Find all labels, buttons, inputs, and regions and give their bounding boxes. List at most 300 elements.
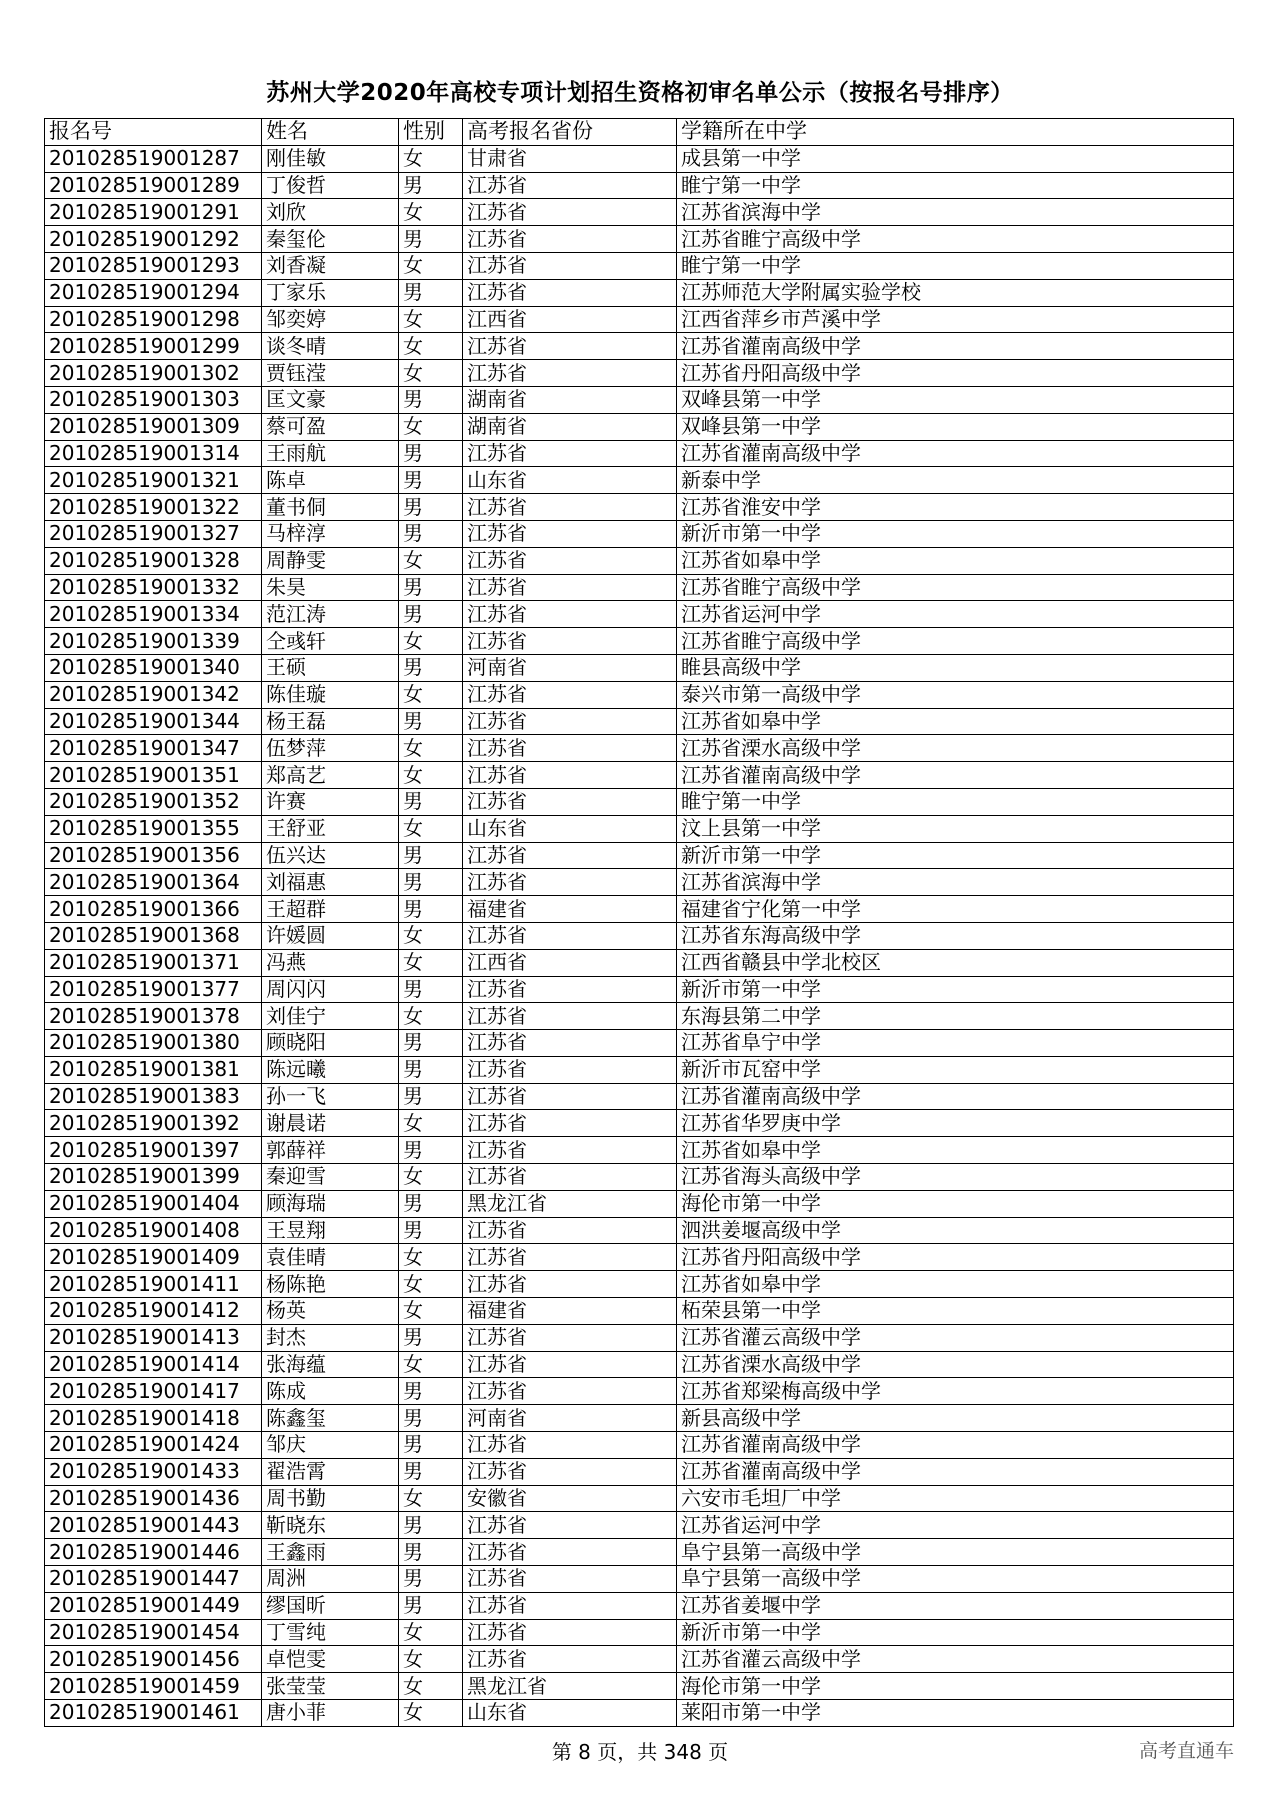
table-row xyxy=(45,1566,1234,1593)
cell-school: 江苏省如皋中学 xyxy=(677,547,1234,574)
table-row xyxy=(45,386,1234,413)
cell-gender: 女 xyxy=(399,628,463,655)
cell-registration-no: 201028519001454 xyxy=(45,1619,262,1646)
cell-gender: 男 xyxy=(399,279,463,306)
cell-gender: 男 xyxy=(399,976,463,1003)
table-row xyxy=(45,815,1234,842)
cell-province: 江苏省 xyxy=(463,976,677,1003)
cell-school: 江苏省睢宁高级中学 xyxy=(677,628,1234,655)
cell-name: 王昱翔 xyxy=(262,1217,399,1244)
table-row xyxy=(45,1030,1234,1057)
cell-province: 江苏省 xyxy=(463,1056,677,1083)
cell-registration-no: 201028519001309 xyxy=(45,413,262,440)
cell-school: 新县高级中学 xyxy=(677,1405,1234,1432)
cell-name: 郭薛祥 xyxy=(262,1137,399,1164)
cell-province: 江苏省 xyxy=(463,1083,677,1110)
cell-gender: 男 xyxy=(399,1137,463,1164)
table-row xyxy=(45,1432,1234,1459)
cell-gender: 男 xyxy=(399,842,463,869)
cell-province: 黑龙江省 xyxy=(463,1190,677,1217)
table-row xyxy=(45,1164,1234,1191)
cell-registration-no: 201028519001294 xyxy=(45,279,262,306)
cell-name: 朱昊 xyxy=(262,574,399,601)
cell-registration-no: 201028519001302 xyxy=(45,360,262,387)
cell-registration-no: 201028519001356 xyxy=(45,842,262,869)
cell-name: 唐小菲 xyxy=(262,1700,399,1727)
cell-gender: 男 xyxy=(399,467,463,494)
cell-name: 翟浩霄 xyxy=(262,1458,399,1485)
cell-school: 江苏省灌南高级中学 xyxy=(677,333,1234,360)
cell-gender: 女 xyxy=(399,145,463,172)
cell-school: 江苏省丹阳高级中学 xyxy=(677,360,1234,387)
cell-registration-no: 201028519001293 xyxy=(45,252,262,279)
cell-gender: 女 xyxy=(399,1298,463,1325)
cell-school: 江苏省溧水高级中学 xyxy=(677,1351,1234,1378)
cell-province: 江苏省 xyxy=(463,922,677,949)
table-row xyxy=(45,199,1234,226)
cell-registration-no: 201028519001364 xyxy=(45,869,262,896)
cell-province: 江苏省 xyxy=(463,279,677,306)
cell-registration-no: 201028519001449 xyxy=(45,1592,262,1619)
cell-registration-no: 201028519001408 xyxy=(45,1217,262,1244)
table-row xyxy=(45,1324,1234,1351)
cell-registration-no: 201028519001334 xyxy=(45,601,262,628)
cell-province: 江苏省 xyxy=(463,601,677,628)
table-row xyxy=(45,440,1234,467)
table-row xyxy=(45,1217,1234,1244)
table-row xyxy=(45,1592,1234,1619)
cell-gender: 女 xyxy=(399,681,463,708)
table-row xyxy=(45,1083,1234,1110)
table-row xyxy=(45,1137,1234,1164)
cell-name: 王舒亚 xyxy=(262,815,399,842)
cell-registration-no: 201028519001424 xyxy=(45,1432,262,1459)
table-row xyxy=(45,762,1234,789)
cell-gender: 男 xyxy=(399,1592,463,1619)
cell-name: 缪国昕 xyxy=(262,1592,399,1619)
cell-gender: 男 xyxy=(399,896,463,923)
table-row xyxy=(45,547,1234,574)
cell-school: 江苏省姜堰中学 xyxy=(677,1592,1234,1619)
cell-school: 六安市毛坦厂中学 xyxy=(677,1485,1234,1512)
cell-registration-no: 201028519001381 xyxy=(45,1056,262,1083)
cell-gender: 男 xyxy=(399,1217,463,1244)
cell-name: 王超群 xyxy=(262,896,399,923)
cell-name: 冯燕 xyxy=(262,949,399,976)
cell-province: 江苏省 xyxy=(463,172,677,199)
cell-school: 东海县第二中学 xyxy=(677,1003,1234,1030)
cell-gender: 女 xyxy=(399,360,463,387)
cell-registration-no: 201028519001409 xyxy=(45,1244,262,1271)
cell-province: 江苏省 xyxy=(463,333,677,360)
cell-province: 江西省 xyxy=(463,949,677,976)
cell-school: 阜宁县第一高级中学 xyxy=(677,1539,1234,1566)
table-row xyxy=(45,226,1234,253)
cell-name: 陈远曦 xyxy=(262,1056,399,1083)
cell-school: 福建省宁化第一中学 xyxy=(677,896,1234,923)
cell-name: 丁俊哲 xyxy=(262,172,399,199)
table-row xyxy=(45,1485,1234,1512)
page-number: 第 8 页，共 348 页 xyxy=(551,1740,729,1764)
cell-name: 周静雯 xyxy=(262,547,399,574)
table-row xyxy=(45,681,1234,708)
cell-name: 许媛圆 xyxy=(262,922,399,949)
table-row xyxy=(45,413,1234,440)
cell-name: 周书勤 xyxy=(262,1485,399,1512)
cell-province: 江苏省 xyxy=(463,762,677,789)
cell-name: 王硕 xyxy=(262,654,399,681)
cell-school: 睢宁第一中学 xyxy=(677,788,1234,815)
table-row xyxy=(45,1351,1234,1378)
column-header-gender: 性别 xyxy=(399,119,463,146)
table-row xyxy=(45,922,1234,949)
cell-school: 睢县高级中学 xyxy=(677,654,1234,681)
table-row xyxy=(45,1003,1234,1030)
cell-name: 王鑫雨 xyxy=(262,1539,399,1566)
table-row xyxy=(45,1673,1234,1700)
cell-province: 江苏省 xyxy=(463,1137,677,1164)
table-row xyxy=(45,976,1234,1003)
cell-province: 江苏省 xyxy=(463,1324,677,1351)
cell-gender: 男 xyxy=(399,1378,463,1405)
cell-name: 封杰 xyxy=(262,1324,399,1351)
cell-province: 江苏省 xyxy=(463,681,677,708)
cell-gender: 男 xyxy=(399,574,463,601)
cell-province: 江苏省 xyxy=(463,547,677,574)
cell-school: 江苏省运河中学 xyxy=(677,601,1234,628)
cell-gender: 男 xyxy=(399,869,463,896)
cell-registration-no: 201028519001461 xyxy=(45,1700,262,1727)
cell-province: 湖南省 xyxy=(463,413,677,440)
cell-name: 丁家乐 xyxy=(262,279,399,306)
cell-school: 江苏师范大学附属实验学校 xyxy=(677,279,1234,306)
cell-name: 谈冬晴 xyxy=(262,333,399,360)
cell-province: 河南省 xyxy=(463,1405,677,1432)
table-row xyxy=(45,252,1234,279)
cell-registration-no: 201028519001327 xyxy=(45,520,262,547)
cell-registration-no: 201028519001392 xyxy=(45,1110,262,1137)
cell-gender: 女 xyxy=(399,547,463,574)
cell-school: 睢宁第一中学 xyxy=(677,172,1234,199)
cell-gender: 女 xyxy=(399,949,463,976)
document-title: 苏州大学2020年高校专项计划招生资格初审名单公示（按报名号排序） xyxy=(266,80,1014,106)
cell-registration-no: 201028519001299 xyxy=(45,333,262,360)
cell-school: 江苏省灌云高级中学 xyxy=(677,1324,1234,1351)
table-row xyxy=(45,1458,1234,1485)
cell-name: 秦玺伦 xyxy=(262,226,399,253)
table-row xyxy=(45,360,1234,387)
cell-name: 杨陈艳 xyxy=(262,1271,399,1298)
cell-school: 新沂市第一中学 xyxy=(677,842,1234,869)
cell-gender: 女 xyxy=(399,1164,463,1191)
cell-province: 江苏省 xyxy=(463,226,677,253)
cell-province: 福建省 xyxy=(463,1298,677,1325)
table-header xyxy=(45,119,1234,146)
cell-school: 江苏省运河中学 xyxy=(677,1512,1234,1539)
cell-gender: 男 xyxy=(399,1030,463,1057)
cell-gender: 男 xyxy=(399,520,463,547)
cell-registration-no: 201028519001332 xyxy=(45,574,262,601)
cell-name: 周闪闪 xyxy=(262,976,399,1003)
cell-province: 江苏省 xyxy=(463,1164,677,1191)
cell-province: 江苏省 xyxy=(463,199,677,226)
column-header-name: 姓名 xyxy=(262,119,399,146)
cell-gender: 男 xyxy=(399,1566,463,1593)
cell-school: 江苏省阜宁中学 xyxy=(677,1030,1234,1057)
cell-registration-no: 201028519001355 xyxy=(45,815,262,842)
cell-gender: 女 xyxy=(399,1244,463,1271)
cell-school: 江苏省滨海中学 xyxy=(677,869,1234,896)
cell-registration-no: 201028519001303 xyxy=(45,386,262,413)
cell-school: 成县第一中学 xyxy=(677,145,1234,172)
cell-gender: 男 xyxy=(399,1190,463,1217)
table-row xyxy=(45,1619,1234,1646)
cell-school: 江苏省华罗庚中学 xyxy=(677,1110,1234,1137)
cell-gender: 女 xyxy=(399,1003,463,1030)
cell-school: 江苏省灌南高级中学 xyxy=(677,1432,1234,1459)
cell-gender: 女 xyxy=(399,413,463,440)
cell-gender: 女 xyxy=(399,1351,463,1378)
table-row xyxy=(45,520,1234,547)
cell-province: 江西省 xyxy=(463,306,677,333)
cell-name: 匡文豪 xyxy=(262,386,399,413)
cell-province: 江苏省 xyxy=(463,252,677,279)
cell-province: 河南省 xyxy=(463,654,677,681)
cell-gender: 男 xyxy=(399,1056,463,1083)
cell-registration-no: 201028519001342 xyxy=(45,681,262,708)
cell-province: 江苏省 xyxy=(463,788,677,815)
cell-province: 江苏省 xyxy=(463,1003,677,1030)
cell-registration-no: 201028519001298 xyxy=(45,306,262,333)
cell-registration-no: 201028519001352 xyxy=(45,788,262,815)
cell-school: 新沂市瓦窑中学 xyxy=(677,1056,1234,1083)
cell-name: 刘佳宁 xyxy=(262,1003,399,1030)
cell-gender: 女 xyxy=(399,1673,463,1700)
cell-province: 江苏省 xyxy=(463,520,677,547)
cell-school: 江西省赣县中学北校区 xyxy=(677,949,1234,976)
cell-name: 郑高艺 xyxy=(262,762,399,789)
cell-school: 江苏省东海高级中学 xyxy=(677,922,1234,949)
cell-registration-no: 201028519001340 xyxy=(45,654,262,681)
table-row xyxy=(45,1539,1234,1566)
cell-gender: 男 xyxy=(399,1458,463,1485)
cell-name: 刘福惠 xyxy=(262,869,399,896)
cell-gender: 男 xyxy=(399,601,463,628)
table-row xyxy=(45,1378,1234,1405)
cell-province: 山东省 xyxy=(463,815,677,842)
cell-name: 杨王磊 xyxy=(262,708,399,735)
cell-registration-no: 201028519001321 xyxy=(45,467,262,494)
cell-name: 顾晓阳 xyxy=(262,1030,399,1057)
cell-gender: 女 xyxy=(399,252,463,279)
cell-province: 安徽省 xyxy=(463,1485,677,1512)
cell-school: 海伦市第一中学 xyxy=(677,1673,1234,1700)
cell-province: 江苏省 xyxy=(463,1619,677,1646)
cell-school: 阜宁县第一高级中学 xyxy=(677,1566,1234,1593)
cell-province: 江苏省 xyxy=(463,1458,677,1485)
cell-school: 江苏省如皋中学 xyxy=(677,1137,1234,1164)
cell-registration-no: 201028519001418 xyxy=(45,1405,262,1432)
cell-school: 江苏省灌南高级中学 xyxy=(677,1083,1234,1110)
table-row xyxy=(45,654,1234,681)
cell-province: 江苏省 xyxy=(463,842,677,869)
cell-school: 莱阳市第一中学 xyxy=(677,1700,1234,1727)
cell-province: 黑龙江省 xyxy=(463,1673,677,1700)
cell-name: 卓恺雯 xyxy=(262,1646,399,1673)
cell-province: 江苏省 xyxy=(463,574,677,601)
cell-name: 杨英 xyxy=(262,1298,399,1325)
cell-registration-no: 201028519001380 xyxy=(45,1030,262,1057)
cell-province: 江苏省 xyxy=(463,1244,677,1271)
cell-province: 江苏省 xyxy=(463,440,677,467)
cell-school: 双峰县第一中学 xyxy=(677,386,1234,413)
cell-registration-no: 201028519001339 xyxy=(45,628,262,655)
cell-school: 泗洪姜堰高级中学 xyxy=(677,1217,1234,1244)
cell-province: 山东省 xyxy=(463,1700,677,1727)
cell-gender: 男 xyxy=(399,708,463,735)
cell-school: 江苏省如皋中学 xyxy=(677,1271,1234,1298)
cell-gender: 女 xyxy=(399,306,463,333)
header-row xyxy=(45,119,1234,146)
cell-school: 新沂市第一中学 xyxy=(677,1619,1234,1646)
cell-school: 江苏省滨海中学 xyxy=(677,199,1234,226)
cell-school: 汶上县第一中学 xyxy=(677,815,1234,842)
cell-name: 许赛 xyxy=(262,788,399,815)
cell-province: 江苏省 xyxy=(463,1646,677,1673)
cell-name: 蔡可盈 xyxy=(262,413,399,440)
cell-registration-no: 201028519001413 xyxy=(45,1324,262,1351)
cell-province: 江苏省 xyxy=(463,360,677,387)
cell-school: 新泰中学 xyxy=(677,467,1234,494)
cell-school: 江苏省灌南高级中学 xyxy=(677,762,1234,789)
table-row xyxy=(45,333,1234,360)
table-row xyxy=(45,1056,1234,1083)
cell-name: 丁雪纯 xyxy=(262,1619,399,1646)
cell-name: 张莹莹 xyxy=(262,1673,399,1700)
cell-registration-no: 201028519001456 xyxy=(45,1646,262,1673)
cell-gender: 女 xyxy=(399,1110,463,1137)
cell-province: 江苏省 xyxy=(463,1539,677,1566)
cell-school: 柘荣县第一中学 xyxy=(677,1298,1234,1325)
cell-gender: 男 xyxy=(399,654,463,681)
cell-name: 顾海瑞 xyxy=(262,1190,399,1217)
cell-gender: 女 xyxy=(399,735,463,762)
cell-gender: 男 xyxy=(399,1432,463,1459)
cell-registration-no: 201028519001291 xyxy=(45,199,262,226)
cell-registration-no: 201028519001412 xyxy=(45,1298,262,1325)
cell-gender: 男 xyxy=(399,1324,463,1351)
cell-province: 江苏省 xyxy=(463,1512,677,1539)
cell-gender: 女 xyxy=(399,1271,463,1298)
cell-gender: 女 xyxy=(399,1485,463,1512)
cell-gender: 女 xyxy=(399,922,463,949)
cell-school: 江苏省灌云高级中学 xyxy=(677,1646,1234,1673)
cell-province: 江苏省 xyxy=(463,1271,677,1298)
cell-registration-no: 201028519001287 xyxy=(45,145,262,172)
cell-school: 新沂市第一中学 xyxy=(677,520,1234,547)
cell-registration-no: 201028519001351 xyxy=(45,762,262,789)
cell-gender: 女 xyxy=(399,199,463,226)
cell-school: 双峰县第一中学 xyxy=(677,413,1234,440)
cell-name: 范江涛 xyxy=(262,601,399,628)
cell-name: 伍兴达 xyxy=(262,842,399,869)
cell-province: 江苏省 xyxy=(463,735,677,762)
column-header-school: 学籍所在中学 xyxy=(677,119,1234,146)
cell-province: 江苏省 xyxy=(463,1566,677,1593)
cell-registration-no: 201028519001368 xyxy=(45,922,262,949)
table-row xyxy=(45,1271,1234,1298)
cell-name: 孙一飞 xyxy=(262,1083,399,1110)
cell-registration-no: 201028519001322 xyxy=(45,494,262,521)
table-row xyxy=(45,145,1234,172)
cell-registration-no: 201028519001328 xyxy=(45,547,262,574)
cell-school: 新沂市第一中学 xyxy=(677,976,1234,1003)
table-row xyxy=(45,1646,1234,1673)
cell-gender: 女 xyxy=(399,1700,463,1727)
cell-province: 江苏省 xyxy=(463,628,677,655)
cell-school: 泰兴市第一高级中学 xyxy=(677,681,1234,708)
cell-name: 邹奕婷 xyxy=(262,306,399,333)
table-row xyxy=(45,467,1234,494)
cell-province: 江苏省 xyxy=(463,1432,677,1459)
cell-school: 江西省萍乡市芦溪中学 xyxy=(677,306,1234,333)
table-row xyxy=(45,172,1234,199)
cell-school: 江苏省如皋中学 xyxy=(677,708,1234,735)
cell-gender: 男 xyxy=(399,494,463,521)
cell-gender: 男 xyxy=(399,226,463,253)
cell-registration-no: 201028519001377 xyxy=(45,976,262,1003)
table-row xyxy=(45,1512,1234,1539)
table-row xyxy=(45,1700,1234,1727)
cell-gender: 男 xyxy=(399,1512,463,1539)
cell-registration-no: 201028519001404 xyxy=(45,1190,262,1217)
cell-gender: 男 xyxy=(399,386,463,413)
cell-gender: 男 xyxy=(399,1083,463,1110)
cell-gender: 女 xyxy=(399,333,463,360)
table-row xyxy=(45,869,1234,896)
cell-school: 江苏省海头高级中学 xyxy=(677,1164,1234,1191)
cell-school: 江苏省溧水高级中学 xyxy=(677,735,1234,762)
cell-province: 江苏省 xyxy=(463,869,677,896)
roster-table xyxy=(44,118,1234,1727)
table-row xyxy=(45,896,1234,923)
cell-gender: 男 xyxy=(399,440,463,467)
cell-school: 江苏省睢宁高级中学 xyxy=(677,226,1234,253)
cell-registration-no: 201028519001366 xyxy=(45,896,262,923)
cell-name: 陈鑫玺 xyxy=(262,1405,399,1432)
cell-registration-no: 201028519001347 xyxy=(45,735,262,762)
cell-school: 江苏省郑梁梅高级中学 xyxy=(677,1378,1234,1405)
cell-gender: 女 xyxy=(399,1646,463,1673)
cell-name: 陈卓 xyxy=(262,467,399,494)
cell-name: 陈成 xyxy=(262,1378,399,1405)
table-row xyxy=(45,1110,1234,1137)
cell-school: 海伦市第一中学 xyxy=(677,1190,1234,1217)
cell-province: 湖南省 xyxy=(463,386,677,413)
cell-province: 江苏省 xyxy=(463,494,677,521)
cell-school: 江苏省灌南高级中学 xyxy=(677,440,1234,467)
cell-registration-no: 201028519001417 xyxy=(45,1378,262,1405)
table-row xyxy=(45,1244,1234,1271)
cell-registration-no: 201028519001378 xyxy=(45,1003,262,1030)
cell-name: 王雨航 xyxy=(262,440,399,467)
cell-name: 刘欣 xyxy=(262,199,399,226)
cell-gender: 男 xyxy=(399,788,463,815)
cell-gender: 女 xyxy=(399,1619,463,1646)
table-row xyxy=(45,735,1234,762)
cell-name: 马梓淳 xyxy=(262,520,399,547)
table-row xyxy=(45,574,1234,601)
